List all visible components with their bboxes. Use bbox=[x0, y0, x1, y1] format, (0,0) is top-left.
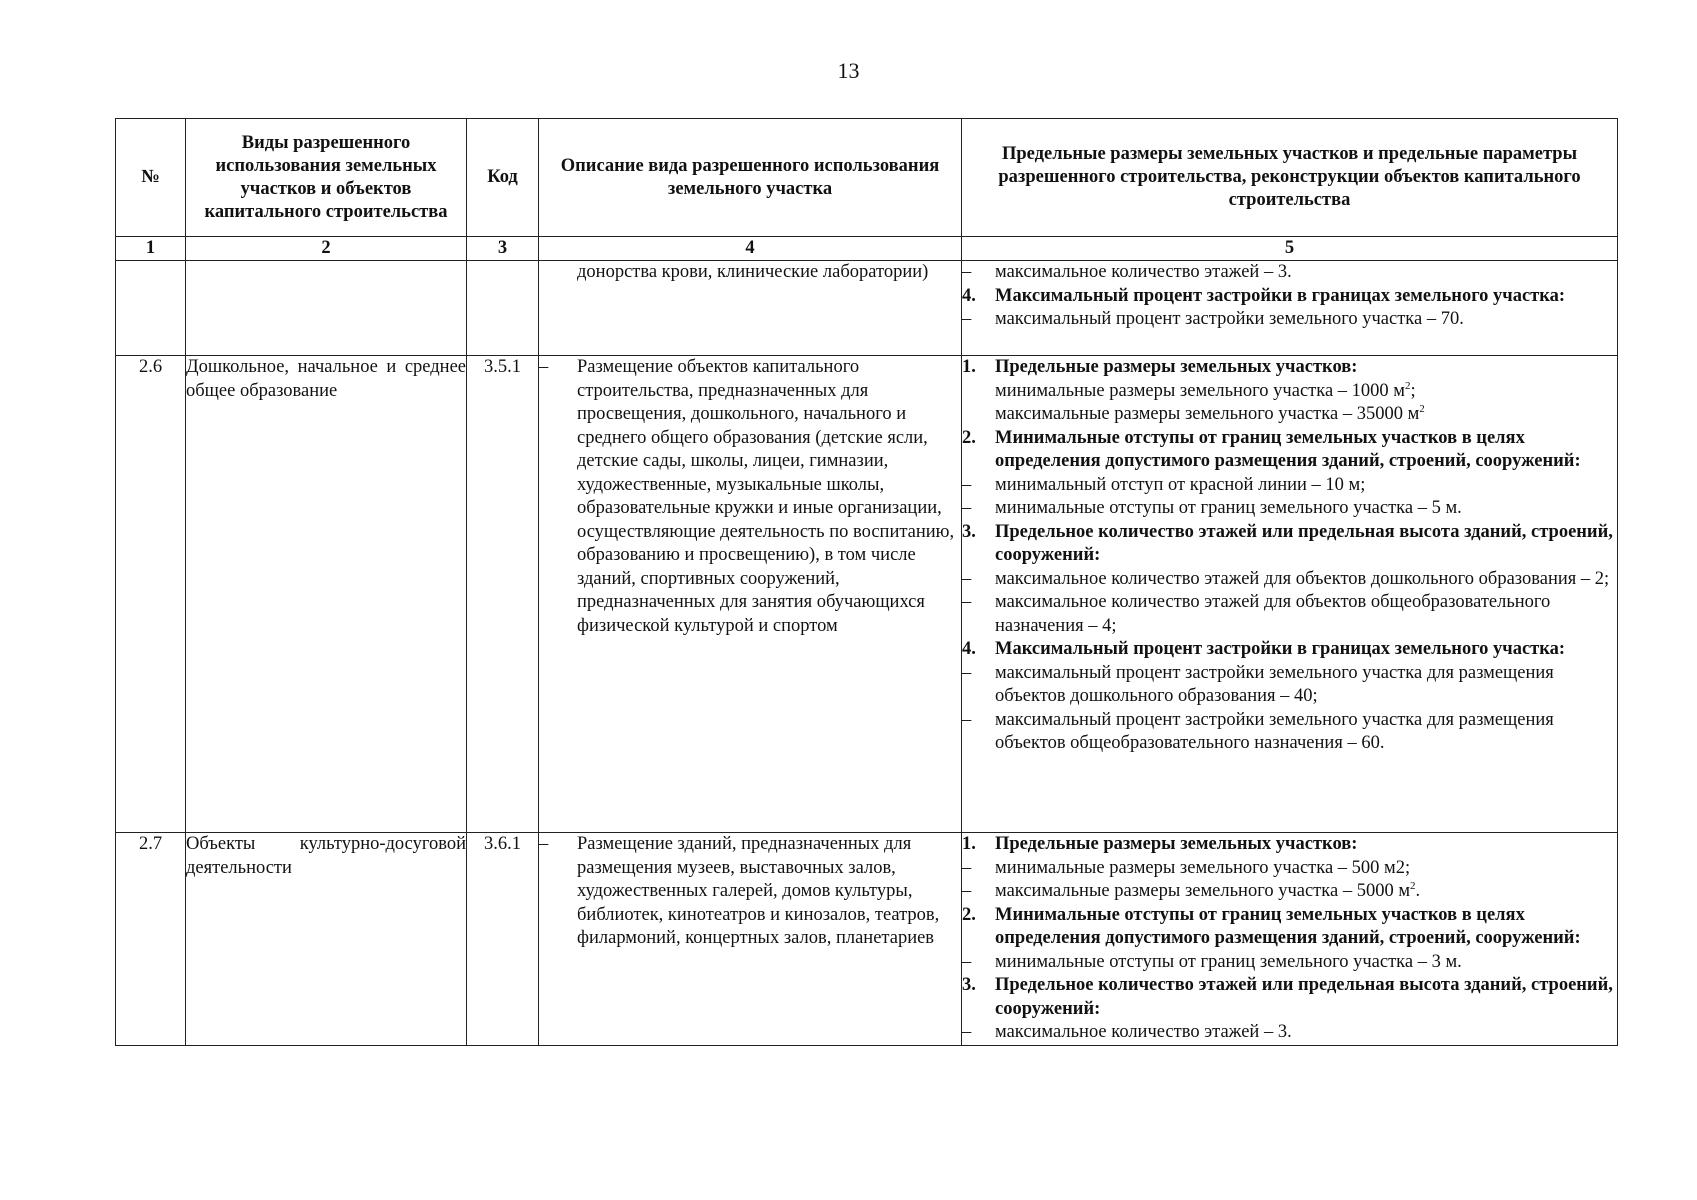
table-header-row bbox=[116, 119, 1618, 237]
row-parameters bbox=[962, 356, 1618, 833]
dash-marker: – bbox=[962, 309, 972, 329]
parameter-text-main: Предельные размеры земельных участков: bbox=[995, 834, 1358, 854]
parameter-text-main: Предельное количество этажей или предельная высота зданий, строений, сооружений: bbox=[995, 521, 1613, 565]
parameter-text-main: максимальные размеры земельного участка – 35000 м bbox=[995, 404, 1420, 424]
parameter-text bbox=[995, 356, 1617, 380]
section-number: 3. bbox=[962, 975, 976, 995]
parameter-text bbox=[995, 404, 1425, 424]
parameter-text-main: максимальное количество этажей для объектов общеобразовательного назначения – 4; bbox=[995, 592, 1551, 636]
row-use-type: Объекты культурно-досуговой деятельности bbox=[186, 833, 467, 1046]
parameter-item bbox=[962, 880, 1617, 904]
column-number: 2 bbox=[186, 237, 467, 261]
parameter-text bbox=[995, 285, 1617, 309]
section-number: 4. bbox=[962, 285, 976, 306]
dash-marker: – bbox=[962, 474, 972, 495]
parameter-text bbox=[995, 261, 1617, 285]
dash-marker: – bbox=[962, 262, 972, 282]
parameter-text-main: минимальные отступы от границ земельного участка – 3 м. bbox=[995, 951, 1462, 972]
parameter-value bbox=[962, 403, 1617, 427]
parameter-text-main: максимальный процент застройки земельного участка – 70. bbox=[995, 309, 1464, 329]
row-description bbox=[539, 261, 962, 356]
parameter-text-main: Максимальный процент застройки в границах земельного участка: bbox=[995, 285, 1566, 306]
parameter-text-main: максимальный процент застройки земельного участка для размещения объектов общеобразовательного назначения – 60. bbox=[995, 709, 1554, 753]
column-number: 1 bbox=[116, 237, 186, 261]
dash-marker: – bbox=[962, 857, 972, 878]
parameter-text-main: Минимальные отступы от границ земельных участков в целях определения допустимого размещения зданий, строений, сооружений: bbox=[995, 904, 1581, 948]
dash-marker: – bbox=[539, 834, 549, 854]
row-code: 3.5.1 bbox=[467, 356, 539, 833]
page-number: 13 bbox=[837, 58, 860, 83]
parameter-heading bbox=[962, 356, 1617, 380]
header-number: № bbox=[116, 119, 186, 237]
table-row-continued bbox=[116, 261, 1618, 356]
parameter-heading bbox=[962, 833, 1617, 857]
parameter-text bbox=[995, 381, 1416, 401]
parameter-text-main: минимальные размеры земельного участка – 500 м2; bbox=[995, 857, 1411, 878]
dash-marker: – bbox=[962, 709, 972, 730]
parameter-item bbox=[962, 662, 1617, 709]
parameter-text bbox=[995, 951, 1617, 975]
parameter-item bbox=[962, 591, 1617, 638]
parameter-heading bbox=[962, 904, 1617, 951]
parameter-text-main: Максимальный процент застройки в границах земельного участка: bbox=[995, 639, 1566, 659]
parameter-item bbox=[962, 951, 1617, 975]
parameter-value bbox=[962, 380, 1617, 404]
dash-marker: – bbox=[962, 951, 972, 972]
row-use-type: Дошкольное, начальное и среднее общее образование bbox=[186, 356, 467, 833]
parameter-item bbox=[962, 709, 1617, 756]
dash-marker: – bbox=[962, 498, 972, 518]
dash-marker: – bbox=[962, 1022, 972, 1042]
parameter-text bbox=[995, 1021, 1617, 1045]
dash-marker: – bbox=[962, 662, 972, 683]
header-description: Описание вида разрешенного использования земельного участка bbox=[539, 119, 962, 237]
parameter-text bbox=[995, 709, 1617, 756]
parameter-heading bbox=[962, 285, 1617, 309]
parameter-text-main: Предельные размеры земельных участков: bbox=[995, 357, 1358, 377]
parameter-text bbox=[995, 308, 1617, 332]
superscript-unit: 2 bbox=[1419, 402, 1425, 415]
row-description bbox=[539, 833, 962, 1046]
column-number: 4 bbox=[539, 237, 962, 261]
parameter-text-main: минимальные размеры земельного участка – 1000 м bbox=[995, 380, 1405, 401]
row-number: 2.7 bbox=[116, 833, 186, 1046]
row-code bbox=[467, 261, 539, 356]
parameter-item bbox=[962, 497, 1617, 521]
parameter-item bbox=[962, 474, 1617, 498]
description-text: Размещение зданий, предназначенных для размещения музеев, выставочных залов, художественных галерей, домов культуры, библиотек, кинотеатров и кинозалов, театров, филармоний, концертных залов, планетариев bbox=[577, 834, 940, 948]
superscript-unit: 2 bbox=[1410, 879, 1416, 892]
parameter-text-main: максимальные размеры земельного участка – 5000 м bbox=[995, 881, 1411, 901]
row-number bbox=[116, 261, 186, 356]
parameter-text bbox=[995, 521, 1617, 568]
section-number: 4. bbox=[962, 639, 976, 659]
parameter-text-suffix: ; bbox=[1410, 380, 1416, 401]
row-code: 3.6.1 bbox=[467, 833, 539, 1046]
section-number: 1. bbox=[962, 357, 976, 377]
section-number: 2. bbox=[962, 427, 976, 448]
parameter-item bbox=[962, 308, 1617, 332]
parameter-text bbox=[995, 474, 1617, 498]
parameter-text-main: максимальное количество этажей – 3. bbox=[995, 262, 1292, 282]
parameter-text-main: максимальное количество этажей для объектов дошкольного образования – 2; bbox=[995, 568, 1610, 589]
row-description bbox=[539, 356, 962, 833]
dash-marker: – bbox=[539, 357, 549, 377]
parameter-text bbox=[995, 638, 1617, 662]
parameter-text-main: минимальный отступ от красной линии – 10 м; bbox=[995, 474, 1366, 495]
parameter-heading bbox=[962, 974, 1617, 1021]
column-number: 3 bbox=[467, 237, 539, 261]
parameter-text-main: Предельное количество этажей или предельная высота зданий, строений, сооружений: bbox=[995, 975, 1613, 1019]
parameter-text-main: минимальные отступы от границ земельного участка – 5 м. bbox=[995, 498, 1462, 518]
parameter-heading bbox=[962, 638, 1617, 662]
description-text: Размещение объектов капитального строительства, предназначенных для просвещения, дошкольного, начального и среднего общего образования (детские ясли, детские сады, школы, лицеи, гимназии, художественные, музыкальные школы, образовательные кружки и иные организации, осуществляющие деятельность по воспитанию, образованию и просвещению), в том числе зданий, спортивных сооружений, предназначенных для занятия обучающихся физической культурой и спортом bbox=[577, 357, 955, 636]
row-number: 2.6 bbox=[116, 356, 186, 833]
parameter-text bbox=[995, 974, 1617, 1021]
parameter-text bbox=[995, 857, 1617, 881]
parameter-text-main: максимальный процент застройки земельного участка для размещения объектов дошкольного образования – 40; bbox=[995, 662, 1554, 706]
parameter-item bbox=[962, 261, 1617, 285]
parameter-text bbox=[995, 568, 1617, 592]
row-use-type bbox=[186, 261, 467, 356]
parameter-heading bbox=[962, 521, 1617, 568]
parameter-text-main: Минимальные отступы от границ земельных участков в целях определения допустимого размещения зданий, строений, сооружений: bbox=[995, 427, 1581, 471]
parameter-item bbox=[962, 568, 1617, 592]
dash-marker: – bbox=[962, 592, 972, 612]
parameter-text-suffix: . bbox=[1415, 881, 1421, 901]
section-number: 3. bbox=[962, 521, 976, 542]
parameter-text bbox=[995, 904, 1617, 951]
description-text: донорства крови, клинические лаборатории) bbox=[577, 262, 929, 282]
parameter-text-main: максимальное количество этажей – 3. bbox=[995, 1022, 1292, 1042]
superscript-unit: 2 bbox=[1405, 379, 1411, 392]
section-number: 1. bbox=[962, 834, 976, 854]
parameter-text bbox=[995, 591, 1617, 638]
parameter-text bbox=[995, 880, 1617, 904]
parameter-text bbox=[995, 497, 1617, 521]
row-parameters bbox=[962, 833, 1618, 1046]
row-parameters bbox=[962, 261, 1618, 356]
land-use-table bbox=[115, 118, 1618, 1046]
parameter-heading bbox=[962, 427, 1617, 474]
column-number: 5 bbox=[962, 237, 1618, 261]
section-number: 2. bbox=[962, 904, 976, 925]
table-row bbox=[116, 833, 1618, 1046]
parameter-text bbox=[995, 833, 1617, 857]
parameter-item bbox=[962, 1021, 1617, 1045]
header-code: Код bbox=[467, 119, 539, 237]
table-row bbox=[116, 356, 1618, 833]
dash-marker: – bbox=[962, 881, 972, 901]
dash-marker: – bbox=[962, 568, 972, 589]
parameter-item bbox=[962, 857, 1617, 881]
header-parameters: Предельные размеры земельных участков и предельные параметры разрешенного строительства, реконструкции объектов капитального строительства bbox=[962, 119, 1618, 237]
column-number-row bbox=[116, 237, 1618, 261]
parameter-text bbox=[995, 427, 1617, 474]
header-use-type: Виды разрешенного использования земельных участков и объектов капитального строительства bbox=[186, 119, 467, 237]
parameter-text bbox=[995, 662, 1617, 709]
